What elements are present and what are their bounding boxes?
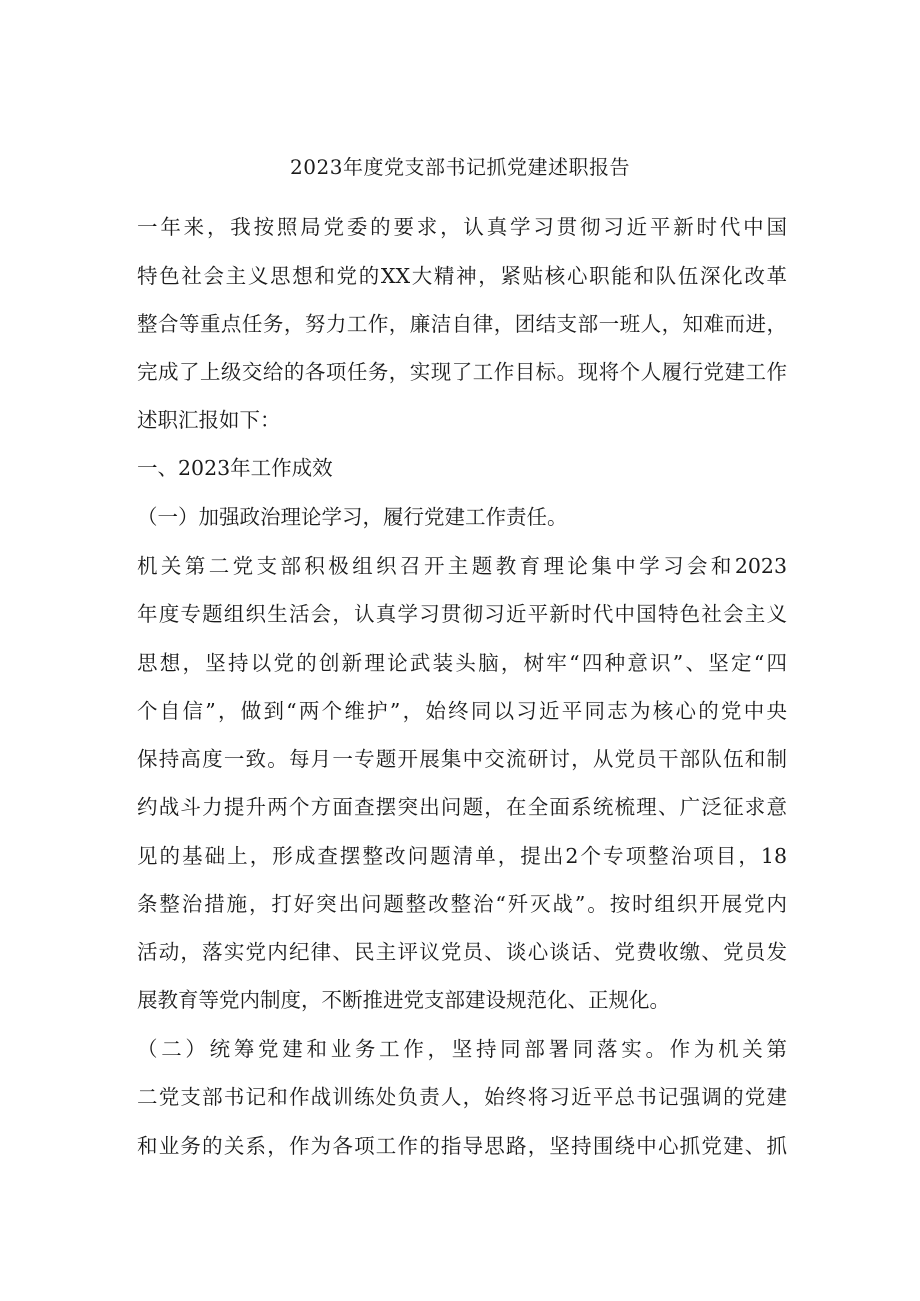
body-line: 见的基础上，形成查摆整改问题清单，提出2个专项整治项目，18: [137, 844, 787, 868]
body-line: 完成了上级交给的各项任务，实现了工作目标。现将个人履行党建工作: [137, 360, 787, 384]
body-line: 特色社会主义思想和党的XX大精神，紧贴核心职能和队伍深化改革: [137, 264, 787, 288]
body-line: 条整治措施，打好突出问题整改整治“歼灭战”。按时组织开展党内: [137, 892, 787, 916]
body-line: 一年来，我按照局党委的要求，认真学习贯彻习近平新时代中国: [137, 215, 787, 239]
body-line: 约战斗力提升两个方面查摆突出问题，在全面系统梳理、广泛征求意: [137, 795, 787, 819]
body-line: （一）加强政治理论学习，履行党建工作责任。: [137, 505, 568, 529]
body-line: 二党支部书记和作战训练处负责人，始终将习近平总书记强调的党建: [137, 1085, 787, 1109]
body-line: 活动，落实党内纪律、民主评议党员、谈心谈话、党费收缴、党员发: [137, 940, 787, 964]
document-title: 2023年度党支部书记抓党建述职报告: [290, 155, 630, 179]
body-line: 机关第二党支部积极组织召开主题教育理论集中学习会和2023: [137, 554, 787, 578]
body-line: 整合等重点任务，努力工作，廉洁自律，团结支部一班人，知难而进，: [137, 312, 787, 336]
body-line: 述职汇报如下：: [137, 408, 281, 432]
body-line: 思想，坚持以党的创新理论武装头脑，树牢“四种意识”、坚定“四: [137, 651, 787, 675]
body-line: （二）统筹党建和业务工作，坚持同部署同落实。作为机关第: [137, 1037, 787, 1061]
body-line: 和业务的关系，作为各项工作的指导思路，坚持围绕中心抓党建、抓: [137, 1134, 787, 1158]
body-line: 展教育等党内制度，不断推进党支部建设规范化、正规化。: [137, 988, 670, 1012]
body-line: 一、2023年工作成效: [137, 456, 333, 480]
body-line: 个自信”，做到“两个维护”，始终同以习近平同志为核心的党中央: [137, 699, 787, 723]
body-line: 保持高度一致。每月一专题开展集中交流研讨，从党员干部队伍和制: [137, 747, 787, 771]
body-line: 年度专题组织生活会，认真学习贯彻习近平新时代中国特色社会主义: [137, 602, 787, 626]
